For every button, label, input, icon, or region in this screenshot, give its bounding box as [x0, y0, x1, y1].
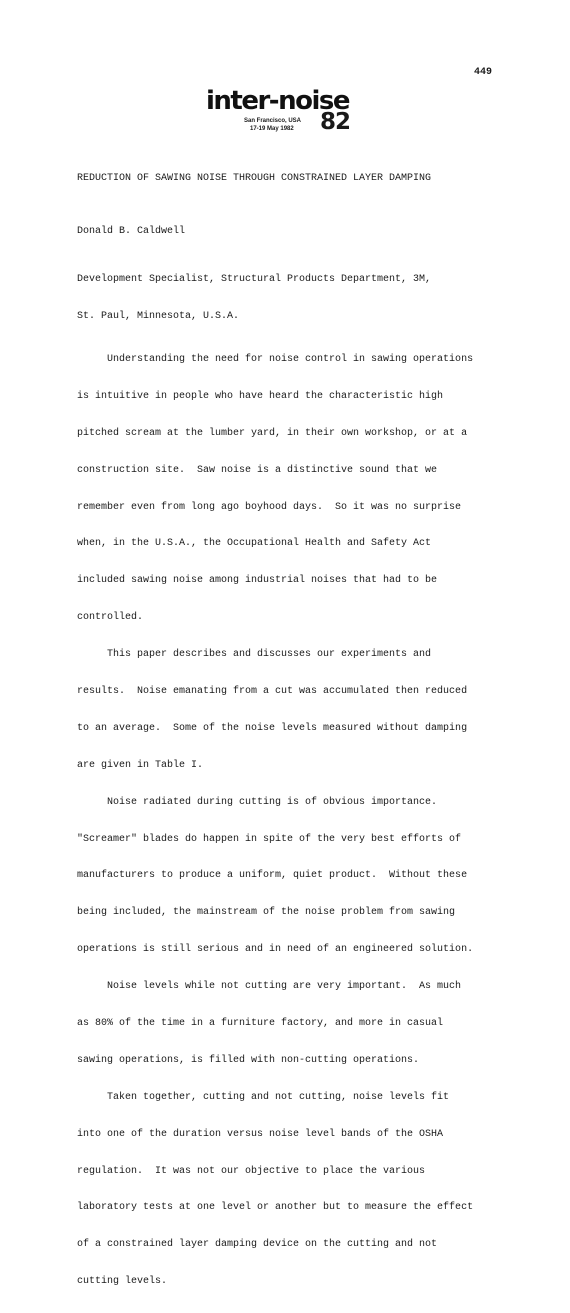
text-line: Understanding the need for noise control in sawing operations [77, 354, 474, 365]
text-line: Noise levels while not cutting are very important. As much [77, 981, 462, 993]
logo-city: San Francisco, USA [244, 118, 302, 124]
text-line: is intuitive in people who have heard the characteristic high [77, 390, 444, 402]
affiliation-line: St. Paul, Minnesota, U.S.A. [77, 310, 240, 322]
text-line: results. Noise emanating from a cut was accumulated then reduced [77, 686, 468, 698]
affiliation-line: Development Specialist, Structural Products Department, 3M, [77, 274, 432, 285]
text-line: are given in Table I. [77, 759, 204, 771]
text-line: as 80% of the time in a furniture factory, and more in casual [77, 1018, 444, 1030]
text-line: laboratory tests at one level or another but to measure the effect [77, 1202, 474, 1214]
logo-date: 17-19 May 1982 [250, 126, 294, 132]
logo-year: 82 [320, 109, 351, 135]
logo-wordmark: inter-noise [206, 86, 349, 116]
text-line: remember even from long ago boyhood days. So it was no surprise [77, 501, 462, 513]
paper-title: REDUCTION OF SAWING NOISE THROUGH CONSTRAINED LAYER DAMPING [77, 173, 432, 184]
text-line: operations is still serious and in need of an engineered solution. [77, 944, 474, 956]
text-line: Noise radiated during cutting is of obvious importance. [77, 796, 438, 808]
text-line: sawing operations, is filled with non-cutting operations. [77, 1054, 420, 1066]
text-line: cutting levels. [77, 1276, 168, 1288]
text-line: construction site. Saw noise is a distinctive sound that we [77, 464, 438, 476]
text-line: controlled. [77, 612, 144, 624]
page-number: 449 [474, 67, 493, 78]
text-line: when, in the U.S.A., the Occupational Health and Safety Act [77, 538, 432, 550]
author-name: Donald B. Caldwell [77, 226, 186, 237]
text-line: to an average. Some of the noise levels measured without damping [77, 722, 468, 734]
text-line: manufacturers to produce a uniform, quiet product. Without these [77, 870, 468, 882]
text-line: included sawing noise among industrial noises that had to be [77, 575, 438, 587]
body-text [77, 330, 473, 1313]
text-line: regulation. It was not our objective to place the various [77, 1165, 426, 1177]
text-line: of a constrained layer damping device on the cutting and not [77, 1239, 438, 1251]
text-line: being included, the mainstream of the noise problem from sawing [77, 907, 456, 919]
conference-logo [206, 86, 366, 142]
text-line: pitched scream at the lumber yard, in their own workshop, or at a [77, 427, 468, 439]
text-line: into one of the duration versus noise level bands of the OSHA [77, 1128, 444, 1140]
text-line: This paper describes and discusses our experiments and [77, 649, 432, 661]
text-line: "Screamer" blades do happen in spite of the very best efforts of [77, 833, 462, 845]
text-line: Taken together, cutting and not cutting, noise levels fit [77, 1091, 450, 1103]
